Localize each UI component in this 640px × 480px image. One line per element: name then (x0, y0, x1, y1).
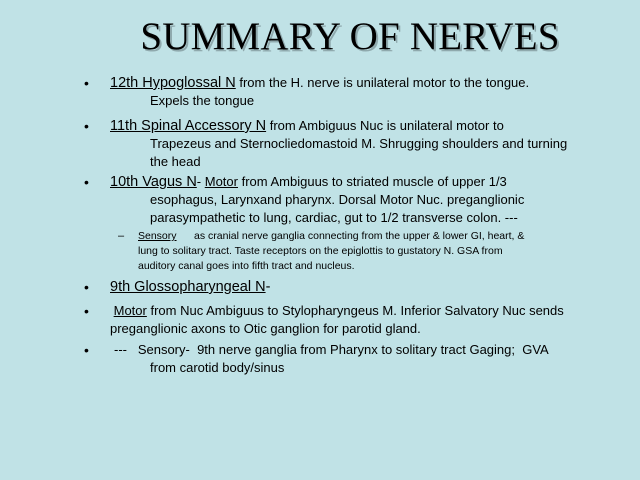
item-text (110, 74, 620, 110)
item-text (110, 117, 620, 171)
item-line-2: Trapezeus and Sternocliedomastoid M. Shrugging shoulders and turning (150, 136, 568, 151)
lead-suffix: - (196, 174, 205, 189)
item-text (138, 229, 618, 274)
item-line-3: parasympathetic to lung, cardiac, gut to 1/2 transverse colon. --- (150, 210, 518, 225)
item-line-2: Expels the tongue (150, 93, 255, 108)
item-text (110, 302, 620, 338)
item-line-3: auditory canal goes into fifth tract and nucleus. (138, 260, 355, 272)
nerve-name: 10th Vagus N (110, 174, 197, 190)
nerve-name: 11th Spinal Accessory N (110, 118, 267, 134)
item-text (110, 278, 620, 296)
item-line-1: from Ambiguus Nuc is unilateral motor to (266, 118, 504, 133)
item-line-2: lung to solitary tract. Taste receptors on the epiglottis to gustatory N. GSA from (138, 245, 503, 257)
item-line-2: esophagus, Larynxand pharynx. Dorsal Motor Nuc. preganglionic (150, 192, 525, 207)
bullet-icon: • (84, 75, 89, 91)
dash-bullet: – (118, 230, 125, 242)
bullet-icon: • (84, 279, 89, 295)
item-line-2: from carotid body/sinus (150, 360, 285, 375)
item-line-1: as cranial nerve ganglia connecting from the upper & lower GI, heart, & (176, 230, 525, 242)
bullet-icon: • (84, 342, 89, 358)
item-text (110, 173, 620, 227)
item-line-1: from Ambiguus to striated muscle of upper 1/3 (237, 174, 507, 189)
lead-suffix: - (265, 279, 271, 295)
bullet-icon: • (84, 174, 89, 190)
bullet-icon: • (84, 118, 89, 134)
nerve-name: 9th Glossopharyngeal N (110, 279, 266, 295)
motor-label: Motor (204, 174, 238, 189)
item-line-1: from Nuc Ambiguus to Stylopharyngeus M. Inferior Salvatory Nuc sends (146, 303, 564, 318)
sensory-label: Sensory (138, 230, 177, 242)
item-line-1: --- Sensory- 9th nerve ganglia from Pharynx to solitary tract Gaging; GVA (114, 342, 549, 357)
motor-label: Motor (113, 303, 147, 318)
item-line-3: the head (150, 154, 201, 169)
item-line-2: preganglionic axons to Otic ganglion for parotid gland. (110, 321, 421, 336)
slide-title: SUMMARY OF NERVES (140, 15, 560, 58)
bullet-icon: • (84, 303, 89, 319)
item-line-1: from the H. nerve is unilateral motor to the tongue. (235, 75, 530, 90)
item-text (110, 341, 620, 377)
nerve-name: 12th Hypoglossal N (110, 75, 236, 91)
